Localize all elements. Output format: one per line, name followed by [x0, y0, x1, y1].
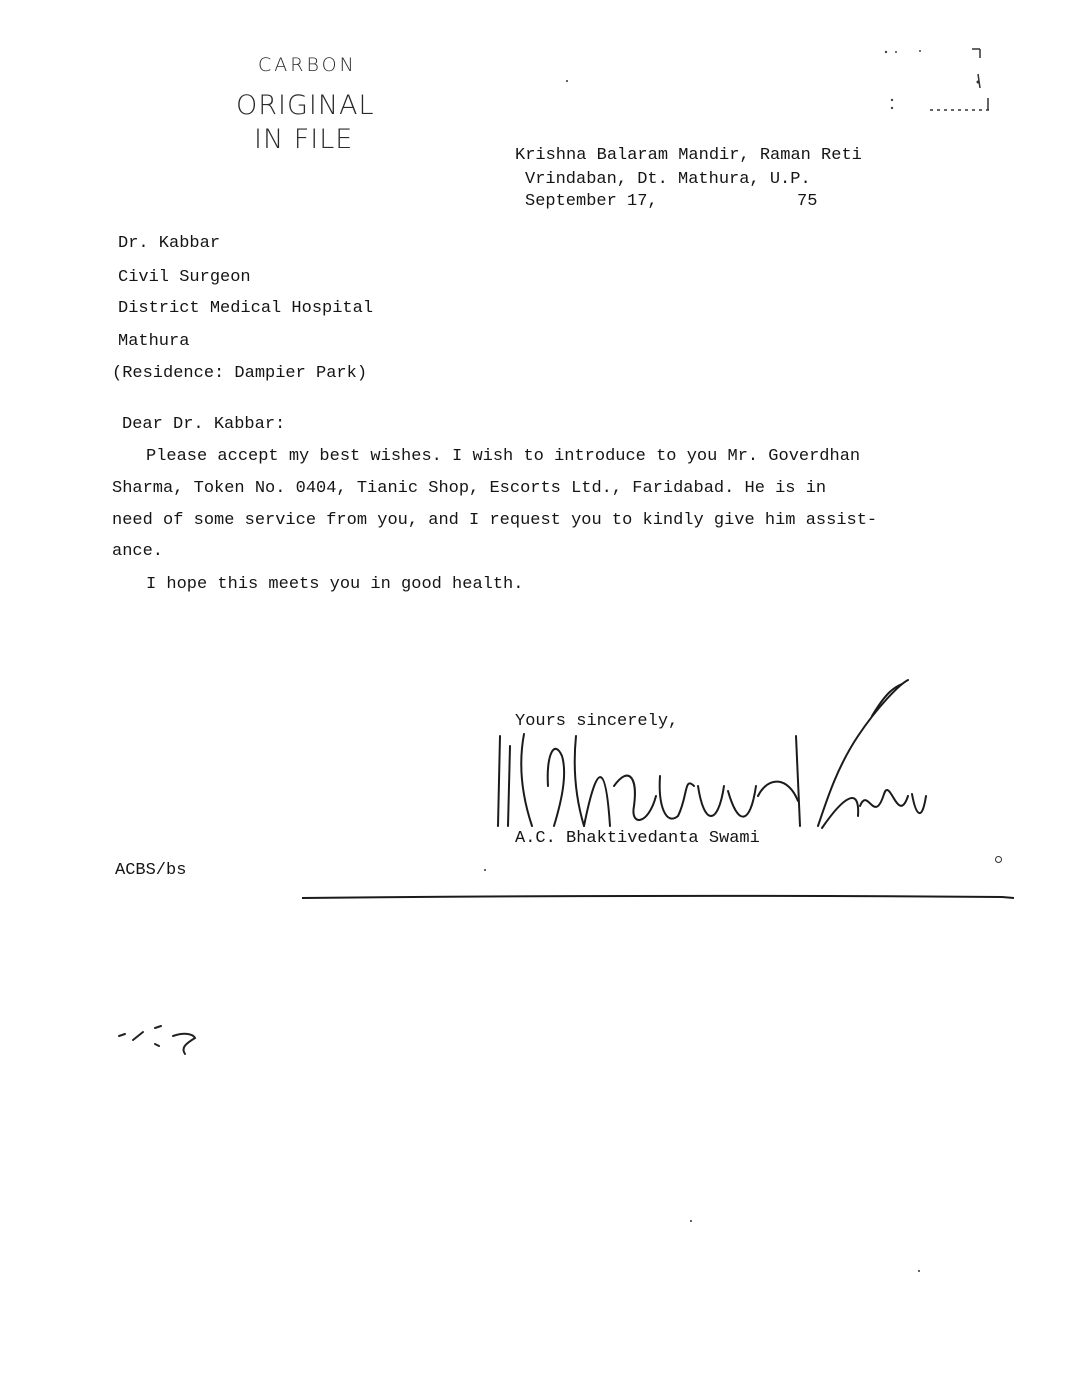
- sender-address-line-1: Krishna Balaram Mandir, Raman Reti: [515, 146, 862, 165]
- margin-scribble: [115, 1018, 205, 1058]
- date-year: 75: [797, 192, 818, 211]
- body-line: ance.: [112, 542, 164, 561]
- divider-line: [302, 893, 1014, 901]
- in-file-stamp: IN FILE: [254, 124, 354, 155]
- scan-speck: [690, 1220, 692, 1222]
- signer-name: A.C. Bhaktivedanta Swami: [515, 829, 760, 848]
- closing-remark: I hope this meets you in good health.: [146, 575, 524, 594]
- original-stamp: ORIGINAL: [236, 90, 375, 121]
- sender-address-line-2: Vrindaban, Dt. Mathura, U.P.: [525, 170, 811, 189]
- corner-marks: [880, 44, 1000, 116]
- recipient-hospital: District Medical Hospital: [118, 299, 374, 318]
- scan-speck: [566, 80, 568, 82]
- scan-speck: [484, 869, 486, 871]
- body-line: Please accept my best wishes. I wish to introduce to you Mr. Goverdhan: [146, 447, 861, 466]
- recipient-title: Civil Surgeon: [118, 268, 251, 287]
- body-line: Sharma, Token No. 0404, Tianic Shop, Escorts Ltd., Faridabad. He is in: [112, 479, 827, 498]
- salutation: Dear Dr. Kabbar:: [122, 415, 286, 434]
- recipient-city: Mathura: [118, 332, 190, 351]
- scan-speck: [918, 1270, 920, 1272]
- carbon-stamp: CARBON: [258, 54, 357, 76]
- closing: Yours sincerely,: [515, 712, 679, 731]
- date-text: September 17,: [525, 192, 658, 211]
- recipient-name: Dr. Kabbar: [118, 234, 221, 253]
- recipient-residence: (Residence: Dampier Park): [112, 364, 368, 383]
- letter-date: [525, 192, 818, 212]
- scan-speck: [995, 856, 1002, 863]
- body-line: need of some service from you, and I request you to kindly give him assist-: [112, 511, 878, 530]
- typist-initials: ACBS/bs: [115, 861, 187, 880]
